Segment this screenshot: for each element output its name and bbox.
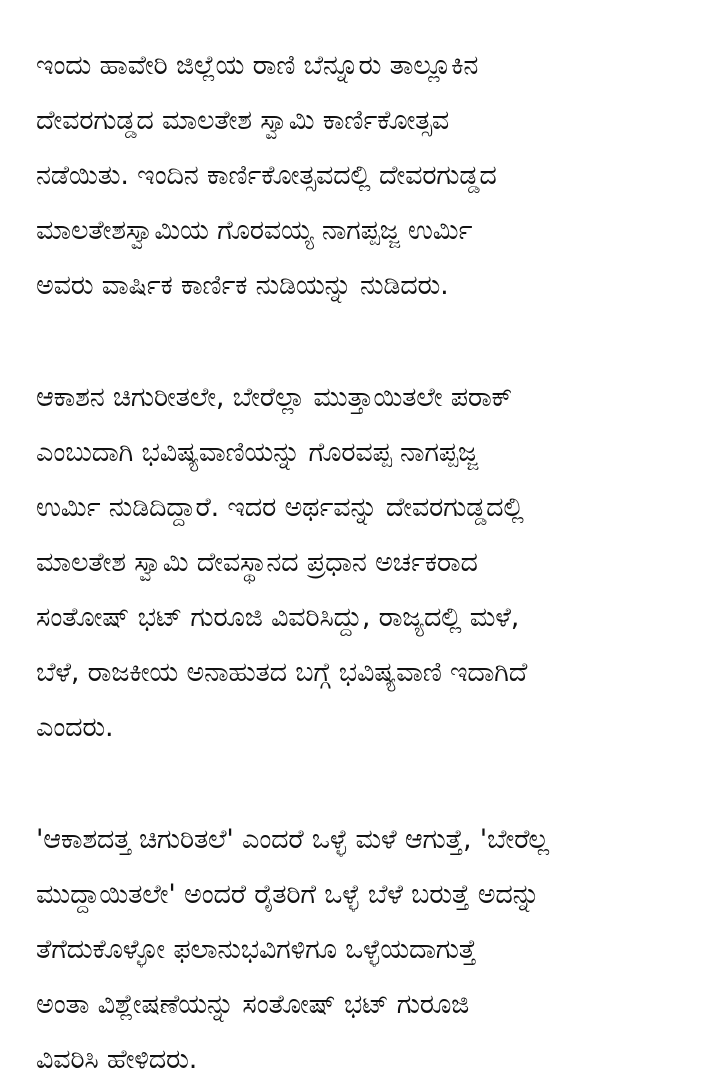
paragraph-spacer bbox=[36, 313, 676, 370]
text-line: ಇಂದು ಹಾವೇರಿ ಜಿಲ್ಲೆಯ ರಾಣಿ ಬೆನ್ನೂರು ತಾಲ್ಲೂಕಿನ bbox=[36, 50, 479, 81]
text-line: 'ಆಕಾಶದತ್ತ ಚಿಗುರಿತಲೆ' ಎಂದರೆ ಒಳ್ಳೆ ಮಳೆ ಆಗುತ್ತೆ, 'ಬೇರೆಲ್ಲ bbox=[36, 824, 549, 855]
text-line: ಸಂತೋಷ್ ಭಟ್ ಗುರೂಜಿ ವಿವರಿಸಿದ್ದು, ರಾಜ್ಯದಲ್ಲಿ ಮಳೆ, bbox=[36, 602, 520, 633]
text-line: ಮುದ್ದಾಯಿತಲೇ' ಅಂದರೆ ರೈತರಿಗೆ ಒಳ್ಳೆ ಬೆಳೆ ಬರುತ್ತೆ ಅದನ್ನು bbox=[36, 879, 540, 910]
article-body bbox=[36, 38, 676, 1087]
paragraph-1 bbox=[36, 38, 676, 313]
text-line: ಎಂದರು. bbox=[36, 712, 114, 743]
paragraph-2 bbox=[36, 370, 676, 755]
text-line: ಆಕಾಶನ ಚಿಗುರೀತಲೇ, ಬೇರೆಲ್ಲಾ ಮುತ್ತಾಯಿತಲೇ ಪರಾಕ್ bbox=[36, 382, 513, 413]
text-line: ತೆಗೆದುಕೊಳ್ಳೋ ಫಲಾನುಭವಿಗಳಿಗೂ ಒಳ್ಳೆಯದಾಗುತ್ತೆ bbox=[36, 934, 477, 965]
text-line: ನಡೆಯಿತು. ಇಂದಿನ ಕಾರ್ಣಿಕೋತ್ಸವದಲ್ಲಿ ದೇವರಗುಡ್ಡದ bbox=[36, 160, 497, 191]
text-line: ವಿವರಿಸಿ ಹೇಳಿದರು. bbox=[36, 1044, 198, 1075]
text-line: ಮಾಲತೇಶಸ್ವಾಮಿಯ ಗೊರವಯ್ಯ ನಾಗಪ್ಪಜ್ಜ ಉರ್ಮಿ bbox=[36, 215, 473, 246]
text-line: ದೇವರಗುಡ್ಡದ ಮಾಲತೇಶ ಸ್ವಾಮಿ ಕಾರ್ಣಿಕೋತ್ಸವ bbox=[36, 105, 449, 136]
text-line: ಉರ್ಮಿ ನುಡಿದಿದ್ದಾರೆ. ಇದರ ಅರ್ಥವನ್ನು ದೇವರಗುಡ್ಡದಲ್ಲಿ bbox=[36, 492, 524, 523]
paragraph-spacer bbox=[36, 755, 676, 812]
text-line: ಮಾಲತೇಶ ಸ್ವಾಮಿ ದೇವಸ್ಥಾನದ ಪ್ರಧಾನ ಅರ್ಚಕರಾದ bbox=[36, 547, 478, 578]
text-line: ಬೆಳೆ, ರಾಜಕೀಯ ಅನಾಹುತದ ಬಗ್ಗೆ ಭವಿಷ್ಯವಾಣಿ ಇದಾಗಿದೆ bbox=[36, 657, 528, 688]
text-line: ಅವರು ವಾರ್ಷಿಕ ಕಾರ್ಣಿಕ ನುಡಿಯನ್ನು ನುಡಿದರು. bbox=[36, 270, 449, 301]
text-line: ಅಂತಾ ವಿಶ್ಲೇಷಣೆಯನ್ನು ಸಂತೋಷ್ ಭಟ್ ಗುರೂಜಿ bbox=[36, 989, 470, 1020]
text-line: ಎಂಬುದಾಗಿ ಭವಿಷ್ಯವಾಣಿಯನ್ನು ಗೊರವಪ್ಪ ನಾಗಪ್ಪಜ್ಜ bbox=[36, 437, 478, 468]
paragraph-3 bbox=[36, 812, 676, 1087]
